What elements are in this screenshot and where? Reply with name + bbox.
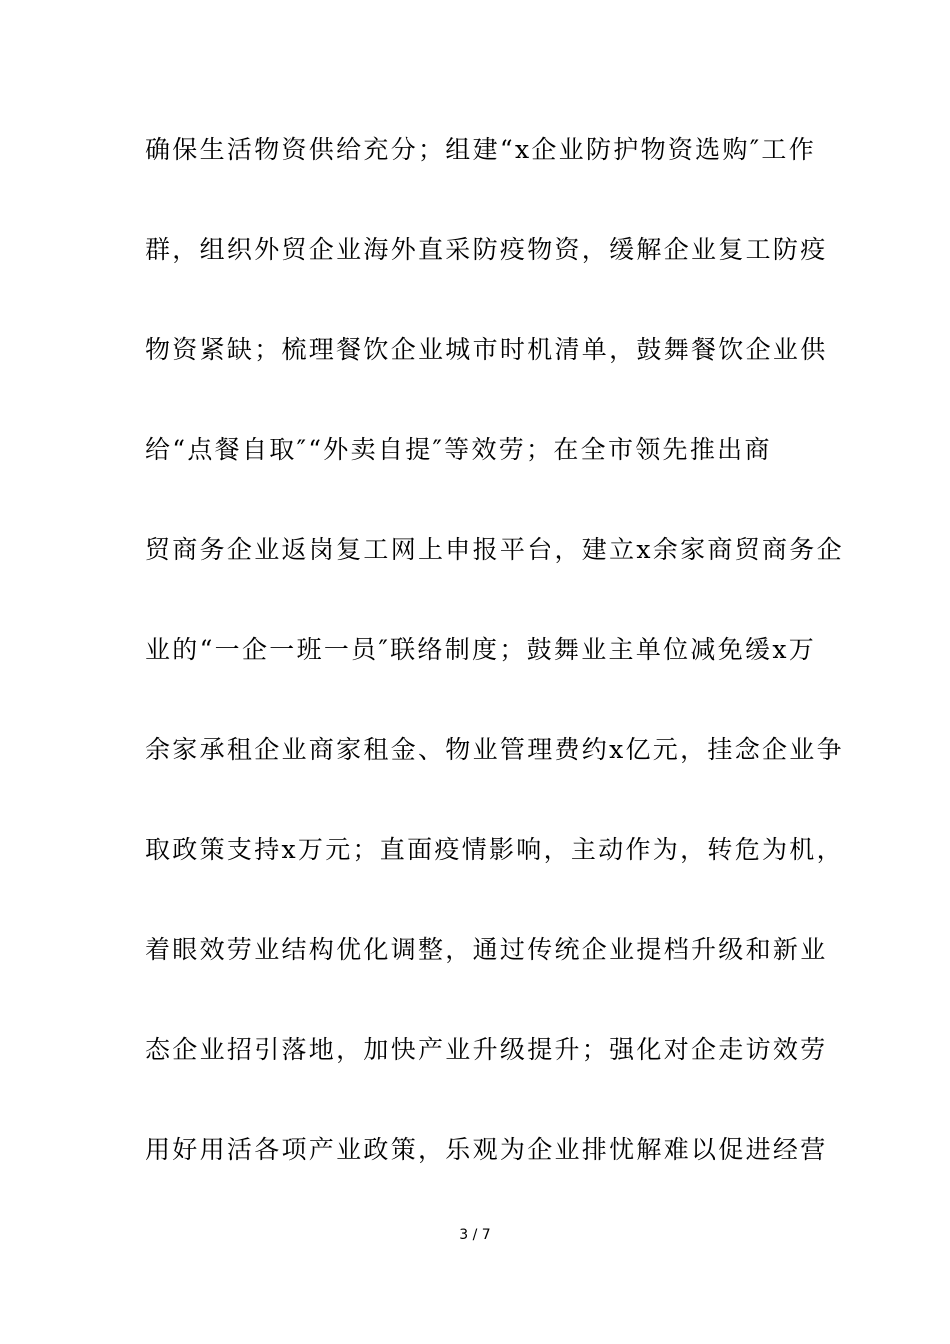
text-line-4: 给“点餐自取″“外卖自提″等效劳；在全市领先推出商 [145, 435, 772, 464]
text-line-8: 取政策支持x万元；直面疫情影响，主动作为，转危为机， [145, 835, 844, 864]
text-line-11: 用好用活各项产业政策，乐观为企业排忧解难以促进经营 [145, 1135, 828, 1164]
text-line-7: 余家承租企业商家租金、物业管理费约x亿元，挂念企业争 [145, 735, 844, 764]
body-paragraph [145, 127, 844, 1227]
text-line-1: 确保生活物资供给充分；组建“x企业防护物资选购″工作 [145, 135, 817, 164]
text-line-3: 物资紧缺；梳理餐饮企业城市时机清单，鼓舞餐饮企业供 [145, 335, 828, 364]
page-number: 3 / 7 [459, 1227, 491, 1243]
text-line-9: 着眼效劳业结构优化调整，通过传统企业提档升级和新业 [145, 935, 828, 964]
text-line-10: 态企业招引落地，加快产业升级提升；强化对企走访效劳 [145, 1035, 828, 1064]
text-line-2: 群，组织外贸企业海外直采防疫物资，缓解企业复工防疫 [145, 235, 828, 264]
text-line-6: 业的“一企一班一员″联络制度；鼓舞业主单位减免缓x万 [145, 635, 817, 664]
text-line-5: 贸商务企业返岗复工网上申报平台，建立x余家商贸商务企 [145, 535, 844, 564]
